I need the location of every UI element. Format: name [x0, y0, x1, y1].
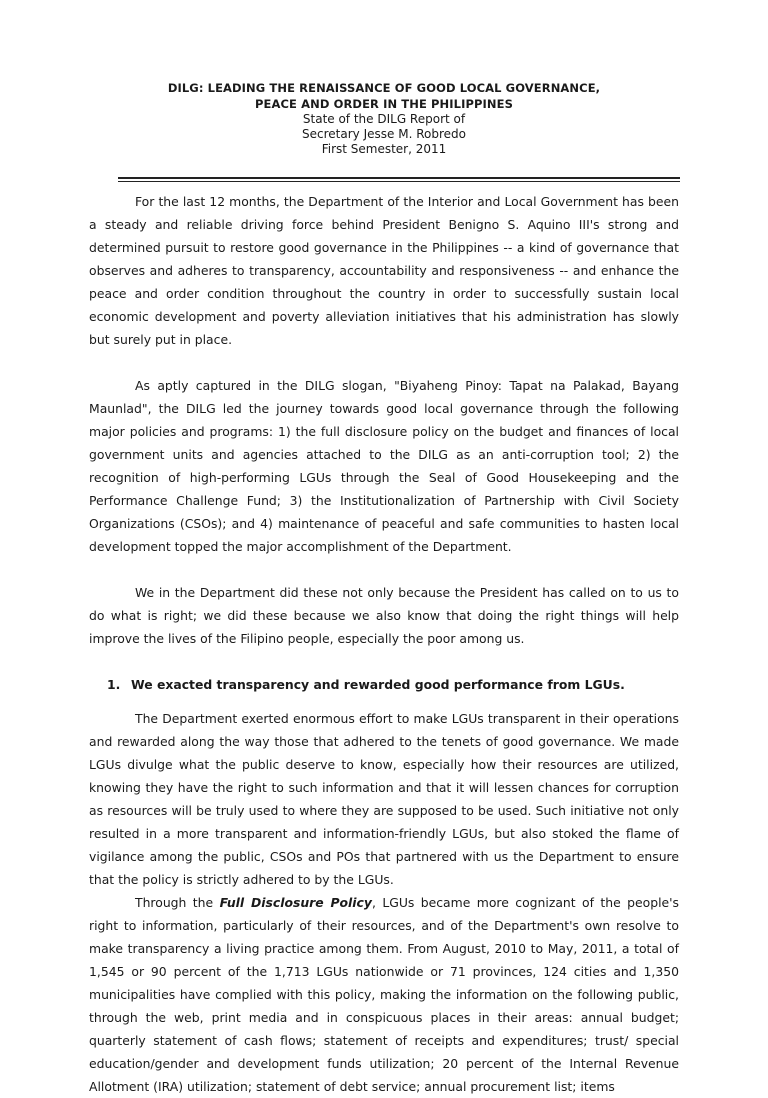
section-heading-1: [89, 673, 679, 696]
section-heading-text: We exacted transparency and rewarded good performance from LGUs.: [131, 677, 625, 692]
paragraph-lead-text: Through the: [135, 895, 220, 910]
section-number: 1.: [107, 677, 121, 692]
subtitle-line-2: Secretary Jesse M. Robredo: [302, 127, 466, 141]
subtitle-line-3: First Semester, 2011: [321, 142, 447, 156]
document-body: [89, 190, 679, 1098]
paragraph-full-disclosure: [89, 891, 679, 1098]
subtitle-line-1: State of the DILG Report of: [302, 112, 466, 126]
title-line-1: DILG: LEADING THE RENAISSANCE OF GOOD LOCAL GOVERNANCE,: [167, 81, 601, 95]
paragraph-transparency: The Department exerted enormous effort to make LGUs transparent in their operations and rewarded along the way those that adhered to the tenets of good governance. We made LGUs divulge what the public deserve to know, especially how their resources are utilized, knowing they have the right to such information and that it will lessen chances for corruption as resources will be truly used to where they are supposed to be used. Such initiative not only resulted in a more transparent and information-friendly LGUs, but also stoked the flame of vigilance among the public, CSOs and POs that partnered with us the Department to ensure that the policy is strictly adhered to by the LGUs.: [89, 711, 679, 887]
paragraph-rest-text: , LGUs became more cognizant of the people's right to information, particularly of their resources, and of the Department's own resolve to make transparency a living practice among them. From August, 2010 to May, 2011, a total of 1,545 or 90 percent of the 1,713 LGUs nationwide or 71 provinces, 124 cities and 1,350 municipalities have complied with this policy, making the information on the following public, through the web, print media and in conspicuous places in their areas: annual budget; quarterly statement of cash flows; statement of receipts and expenditures; trust/ special education/gender and development funds utilization; 20 percent of the Internal Revenue Allotment (IRA) utilization; statement of debt service; annual procurement list; items: [89, 895, 680, 1094]
header-divider-thick: [118, 177, 680, 179]
title-line-2: PEACE AND ORDER IN THE PHILIPPINES: [255, 97, 513, 111]
full-disclosure-policy-term: Full Disclosure Policy: [219, 895, 372, 910]
paragraph-commitment: We in the Department did these not only because the President has called on to us to do what is right; we did these because we also know that doing the right things will help improve the lives of the Filipino people, especially the poor among us.: [89, 585, 679, 646]
paragraph-slogan: As aptly captured in the DILG slogan, "Biyaheng Pinoy: Tapat na Palakad, Bayang Maunlad", the DILG led the journey towards good local governance through the following major policies and programs: 1) the full disclosure policy on the budget and finances of local government units and agencies attached to the DILG as an anti-corruption tool; 2) the recognition of high-performing LGUs through the Seal of Good Housekeeping and the Performance Challenge Fund; 3) the Institutionalization of Partnership with Civil Society Organizations (CSOs); and 4) maintenance of peaceful and safe communities to hasten local development topped the major accomplishment of the Department.: [89, 378, 679, 554]
document-header: [0, 80, 768, 157]
header-divider-thin: [118, 181, 680, 182]
paragraph-intro: For the last 12 months, the Department of the Interior and Local Government has been a steady and reliable driving force behind President Benigno S. Aquino III's strong and determined pursuit to restore good governance in the Philippines -- a kind of governance that observes and adheres to transparency, accountability and responsiveness -- and enhance the peace and order condition throughout the country in order to successfully sustain local economic development and poverty alleviation initiatives that his administration has slowly but surely put in place.: [89, 194, 679, 347]
